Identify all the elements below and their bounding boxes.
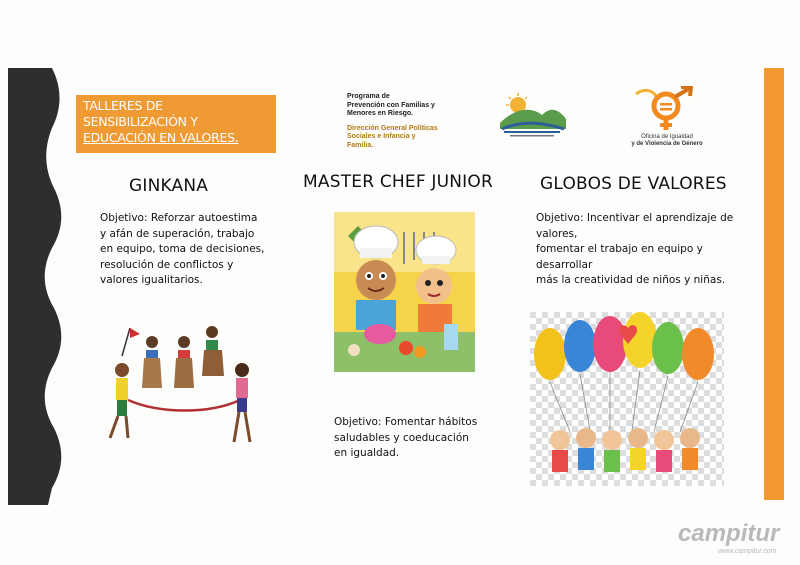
chef-kids-illustration <box>334 212 475 372</box>
sack-race-illustration <box>100 318 265 458</box>
balloons-kids-illustration <box>530 312 724 486</box>
wavy-left-border <box>8 68 68 505</box>
title-line-2: SENSIBILIZACIÓN Y <box>83 114 198 129</box>
campitur-watermark: campitur www.campitur.com <box>678 520 780 555</box>
municipal-logo <box>496 93 568 143</box>
master-chef-objective: Objetivo: Fomentar hábitos saludables y coeducación en igualdad. <box>334 416 478 459</box>
gender-symbol-icon <box>632 86 706 132</box>
ginkana-heading: GINKANA <box>129 176 209 196</box>
orange-right-border <box>764 68 784 500</box>
title-line-1: TALLERES DE <box>83 98 163 113</box>
title-line-3: EDUCACIÓN EN VALORES. <box>83 130 239 145</box>
ginkana-objective: Objetivo: Reforzar autoestima y afán de superación, trabajo en equipo, toma de decisiones, resolución de conflictos y valores igualitarios. <box>100 212 265 286</box>
globos-heading: GLOBOS DE VALORES <box>540 174 727 194</box>
master-chef-heading: MASTER CHEF JUNIOR <box>303 172 493 192</box>
program-logo: Programa de Prevención con Familias y Menores en Riesgo. Dirección General Políticas Sociales e Infancia y Familia. <box>347 93 438 149</box>
equality-office-logo: Oficina de Igualdad y de Violencia de Género <box>612 86 722 152</box>
workshops-title <box>76 95 276 153</box>
globos-objective: Objetivo: Incentivar el aprendizaje de valores, fomentar el trabajo en equipo y desarrollar más la creatividad de niños y niñas. <box>536 212 734 286</box>
